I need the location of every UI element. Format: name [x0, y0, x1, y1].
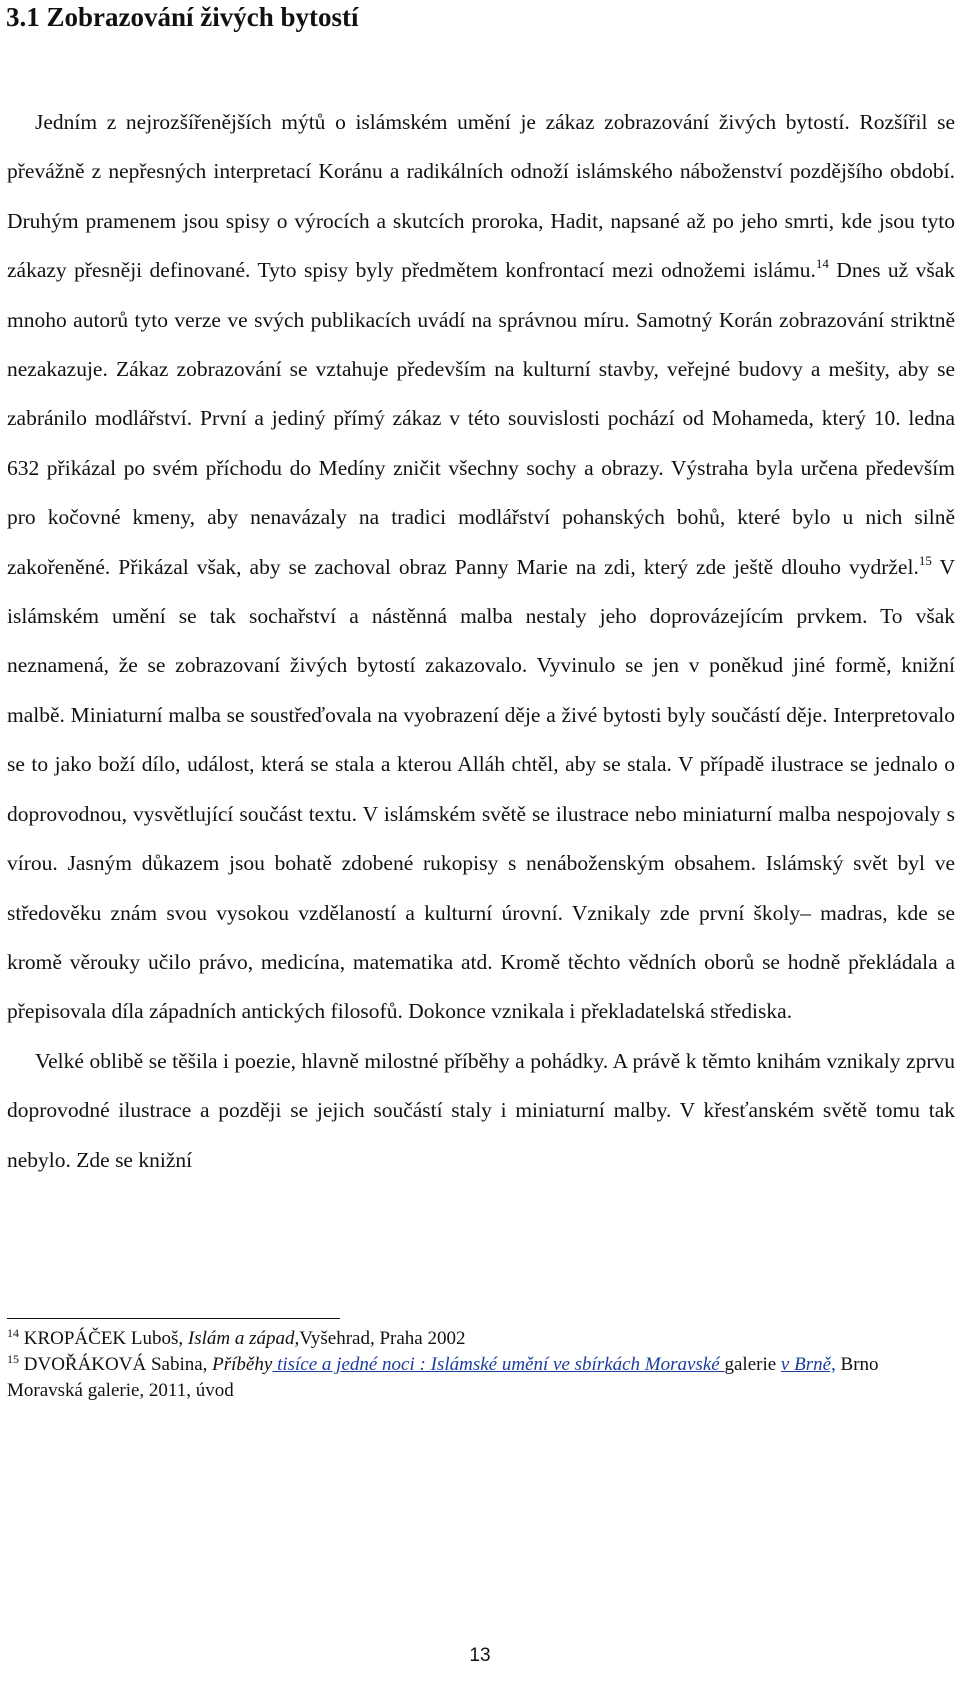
paragraph-2: Velké oblibě se těšila i poezie, hlavně milostné příběhy a pohádky. A právě k těmto knihám vznikaly zprvu doprovodné ilustrace a později se jejich součástí staly i miniaturní malby. V křesťanském světě tomu tak nebylo. Zde se knižní: [7, 1048, 955, 1172]
paragraph-1-part-3: V islámském umění se tak sochařství a nástěnná malba nestaly jeho doprovázejícím prvkem. To však neznamená, že se zobrazovaní živých bytostí zakazovalo. Vyvinulo se jen v poněkud jiné formě, knižní malbě. Miniaturní malba se soustřeďovala na vyobrazení děje a živé bytosti byly součástí děje. Interpretovalo se to jako boží dílo, událost, která se stala a kterou Alláh chtěl, aby se stala. V případě ilustrace se jednalo o doprovodnou, vysvětlující součást textu. V islámském světě se ilustrace nebo miniaturní malba nespojovaly s vírou. Jasným důkazem jsou bohatě zdobené rukopisy s nenáboženským obsahem. Islámský svět byl ve středověku znám svou vysokou vzdělaností a kulturní úrovní. Vznikaly zde první školy– madras, kde se kromě věrouky učilo právo, medicína, matematika atd. Kromě těchto vědních oborů se hodně překládala a přepisovala díla západních antických filosofů. Dokonce vznikala i překladatelská střediska.: [7, 554, 955, 1024]
footnote-publisher: Brno Moravská galerie, 2011, úvod: [7, 1354, 879, 1401]
footnote-title-link[interactable]: tisíce a jedné noci : Islámské umění ve sbírkách Moravské: [272, 1354, 725, 1375]
footnote-15: [7, 1352, 955, 1404]
page-number: 13: [469, 1645, 491, 1666]
footnote-number: 14: [7, 1326, 19, 1340]
body-text: [7, 98, 955, 1185]
footnote-author: KROPÁČEK Luboš,: [23, 1328, 188, 1349]
footnote-title-link-2[interactable]: v Brně,: [780, 1354, 836, 1375]
footnote-14: [7, 1326, 955, 1352]
footnote-title-mid: galerie: [724, 1354, 781, 1375]
footnote-number: 15: [7, 1352, 19, 1366]
footnote-title: Islám a západ,: [187, 1328, 300, 1349]
footnote-separator: [7, 1318, 340, 1319]
footnote-title: Příběhy: [212, 1354, 273, 1375]
paragraph-1-part-1: Jedním z nejrozšířenějších mýtů o islámském umění je zákaz zobrazování živých bytostí. Rozšířil se převážně z nepřesných interpretací Koránu a radikálních odnoží islámského náboženství pozdějšího období. Druhým pramenem jsou spisy o výrocích a skutcích proroka, Hadit, napsané až po jeho smrti, kde jsou tyto zákazy přesněji definované. Tyto spisy byly předmětem konfrontací mezi odnožemi islámu.: [7, 110, 955, 283]
footnote-ref-14[interactable]: 14: [815, 256, 829, 272]
section-heading: 3.1 Zobrazování živých bytostí: [6, 2, 359, 32]
paragraph-1-part-2: Dnes už však mnoho autorů tyto verze ve svých publikacích uvádí na správnou míru. Samotný Korán zobrazování striktně nezakazuje. Zákaz zobrazování se vztahuje především na kulturní stavby, veřejné budovy a mešity, aby se zabránilo modlářství. První a jediný přímý zákaz v této souvislosti pochází od Mohameda, který 10. ledna 632 přikázal po svém příchodu do Medíny zničit všechny sochy a obrazy. Výstraha byla určena především pro kočovné kmeny, aby nenavázaly na tradici modlářství pohanských bohů, které bylo u nich silně zakořeněné. Přikázal však, aby se zachoval obraz Panny Marie na zdi, který zde ještě dlouho vydržel.: [7, 258, 956, 579]
paragraph-1: [7, 98, 955, 1037]
footnotes: [7, 1326, 955, 1404]
footnote-ref-15[interactable]: 15: [918, 552, 932, 568]
footnote-publisher: Vyšehrad, Praha 2002: [299, 1328, 466, 1349]
footnote-author: DVOŘÁKOVÁ Sabina,: [23, 1354, 213, 1375]
